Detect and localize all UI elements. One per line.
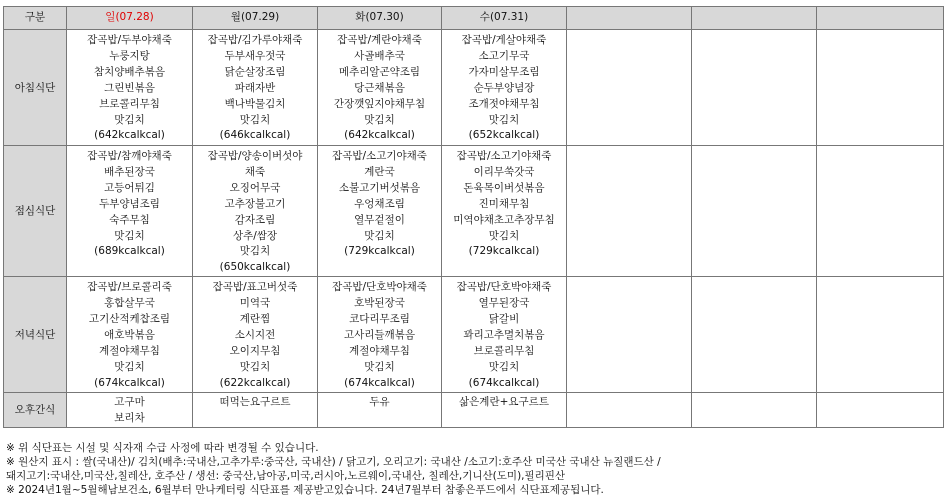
row-lunch [4,146,944,277]
menu-item: 계란국 [364,165,395,178]
header-day-mon: 월(07.29) [193,7,318,30]
menu-cell [692,277,817,393]
menu-item: 꽈리고추멸치볶음 [463,328,545,341]
menu-item: 배추된장국 [104,165,155,178]
menu-item: 상추/쌈장 [232,229,278,242]
menu-item: 진미채무침 [478,197,530,210]
menu-cell [817,393,944,428]
menu-item: 오이지무침 [229,344,281,357]
header-day-wed: 수(07.31) [442,7,567,30]
menu-item: (674kcalkcal) [344,376,415,389]
menu-item: 사골배추국 [354,49,405,62]
menu-item: (650kcalkcal) [219,261,291,274]
menu-item: 소고기무국 [478,49,530,62]
menu-item: 맛김치 [488,113,520,126]
menu-item: 떠먹는요구르트 [219,396,291,409]
menu-item: 맛김치 [364,229,395,242]
menu-cell [193,30,318,146]
header-day-sun: 일(07.28) [67,7,193,30]
menu-cell [442,146,567,277]
menu-item: (729kcalkcal) [468,245,540,258]
menu-cell [817,277,944,393]
menu-cell [442,393,567,428]
menu-item: (729kcalkcal) [344,245,415,258]
menu-item: 맛김치 [114,229,145,242]
menu-item: 소불고기버섯볶음 [338,181,421,194]
menu-cell [817,30,944,146]
menu-item: 누룽지탕 [109,49,150,62]
meal-label: 오후간식 [4,393,67,428]
menu-item: 닭순살장조림 [224,65,286,78]
menu-item: 열무겉절이 [354,213,405,226]
menu-item: 우엉채조림 [354,197,405,210]
menu-item: 맛김치 [488,229,520,242]
menu-item: 계란찜 [239,313,271,326]
menu-item: 브로콜리무침 [99,97,160,110]
menu-item: 열무된장국 [478,297,530,310]
menu-item: 간장깻잎지야채무침 [333,97,426,110]
menu-cell [692,30,817,146]
menu-item: 고등어튀김 [104,181,155,194]
menu-item: 잡곡밥/단호박야채죽 [456,281,552,294]
menu-item: 잡곡밥/참깨야채죽 [87,150,172,162]
note-line: ※ 원산지 표시 : 쌀(국내산)/ 김치(배추:국내산,고추가루:중국산, 국내산) / 닭고기, 오리고기: 국내산 /소고기:호주산 미국산 국내산 뉴질랜드산 / [6,456,661,468]
menu-cell [193,393,318,428]
menu-item: 순두부양념장 [473,81,535,94]
menu-item: (689kcalkcal) [94,245,165,258]
menu-item: 브로콜리무침 [473,344,535,357]
menu-item: 숙주무침 [109,213,150,226]
menu-body [4,30,944,428]
menu-item: 잡곡밥/소고기야채죽 [332,150,427,162]
menu-item: 고사리들깨볶음 [343,328,415,341]
menu-item: 맛김치 [488,360,520,373]
row-breakfast [4,30,944,146]
menu-item: 호박된장국 [354,297,405,310]
menu-cell [67,30,193,146]
menu-cell [67,146,193,277]
menu-item: (642kcalkcal) [94,129,165,142]
menu-item: 메추리알곤약조림 [338,65,421,78]
row-dinner [4,277,944,393]
menu-item: 조개젓야채무침 [468,97,540,110]
menu-item: 고기산적케찹조림 [88,313,171,326]
menu-item: 잡곡밥/양송이버섯야 [207,150,303,162]
menu-item: 맛김치 [114,360,145,373]
menu-item: (652kcalkcal) [468,129,540,142]
menu-item: 두부새우젓국 [224,49,286,62]
menu-item: 가자미살무조림 [468,65,540,78]
menu-cell [567,393,692,428]
menu-item: 두유 [369,396,390,409]
menu-item: 잡곡밥/김가루야채죽 [207,34,303,46]
menu-item: (622kcalkcal) [219,376,291,389]
header-day-empty-2 [692,7,817,30]
menu-item: 두부양념조림 [99,197,160,210]
menu-item: 맛김치 [239,360,271,373]
menu-item: 파래자반 [234,81,276,94]
menu-item: 고추장불고기 [224,197,286,210]
meal-label: 저녁식단 [4,277,67,393]
menu-cell [193,277,318,393]
menu-item: 맛김치 [239,113,271,126]
menu-item: 맛김치 [239,245,271,258]
menu-cell [692,146,817,277]
menu-cell [692,393,817,428]
menu-item: 채죽 [244,165,266,178]
meal-label: 점심식단 [4,146,67,277]
menu-item: 애호박볶음 [104,328,155,341]
header-day-empty-3 [817,7,944,30]
menu-cell [567,30,692,146]
menu-item: 잡곡밥/표고버섯죽 [212,281,298,294]
menu-cell [442,277,567,393]
menu-cell [67,393,193,428]
menu-item: 미역국 [239,297,271,310]
menu-cell [318,146,442,277]
menu-cell [318,393,442,428]
menu-cell [567,277,692,393]
menu-cell [67,277,193,393]
menu-item: 그린빈볶음 [104,81,155,94]
note-line: 돼지고기:국내산,미국산,칠레산, 호주산 / 생선: 중국산,남아공,미국,러시아,노르웨이,국내산, 칠레산,기니산(도미),필리핀산 [6,470,566,482]
menu-item: 고구마 [114,396,145,409]
menu-item: (642kcalkcal) [344,129,415,142]
menu-item: 당근채볶음 [354,81,405,94]
menu-cell [817,146,944,277]
menu-table [3,6,944,428]
menu-item: 잡곡밥/게살야채죽 [461,34,547,46]
menu-item: 참치양배추볶음 [93,65,165,78]
menu-item: 맛김치 [364,113,395,126]
menu-item: 미역야채초고추장무침 [453,213,555,226]
menu-item: (674kcalkcal) [94,376,165,389]
menu-item: 잡곡밥/계란야채죽 [337,34,422,46]
menu-item: 오징어무국 [229,181,281,194]
menu-item: 코다리무조림 [349,313,410,326]
menu-cell [318,30,442,146]
menu-item: 삶은계란+요구르트 [459,396,549,409]
menu-item: 계절야채무침 [99,344,160,357]
menu-cell [567,146,692,277]
menu-item: 이리무쑥갓국 [473,165,535,178]
menu-item: 백나박물김치 [224,97,286,110]
menu-item: 잡곡밥/단호박야채죽 [332,281,427,294]
menu-item: 계절야채무침 [349,344,410,357]
header-label: 구분 [4,7,67,30]
menu-item: (646kcalkcal) [219,129,291,142]
menu-cell [442,30,567,146]
note-line: ※ 위 식단표는 시설 및 식자재 수급 사정에 따라 변경될 수 있습니다. [6,442,319,454]
row-snack [4,393,944,428]
menu-item: 맛김치 [114,113,145,126]
header-row [4,7,944,30]
menu-item: 보리차 [114,412,145,425]
meal-label: 아침식단 [4,30,67,146]
menu-item: (674kcalkcal) [468,376,540,389]
header-day-empty-1 [567,7,692,30]
menu-cell [318,277,442,393]
menu-item: 홍합살무국 [104,297,155,310]
menu-cell [193,146,318,277]
menu-item: 소시지전 [234,328,276,341]
header-day-tue: 화(07.30) [318,7,442,30]
notes [6,441,661,497]
menu-item: 잡곡밥/브로콜리죽 [87,281,172,294]
menu-item: 닭갈비 [488,313,520,326]
menu-item: 맛김치 [364,360,395,373]
menu-item: 잡곡밥/두부야채죽 [87,34,172,46]
menu-item: 감자조림 [234,213,276,226]
menu-item: 돈육목이버섯볶음 [463,181,545,194]
menu-item: 잡곡밥/소고기야채죽 [456,150,552,162]
note-line: ※ 2024년1월~5월해남보건소, 6월부터 만나케터링 식단표를 제공받고있습니다. 24년7월부터 참좋은푸드에서 식단표제공됩니다. [6,484,604,496]
